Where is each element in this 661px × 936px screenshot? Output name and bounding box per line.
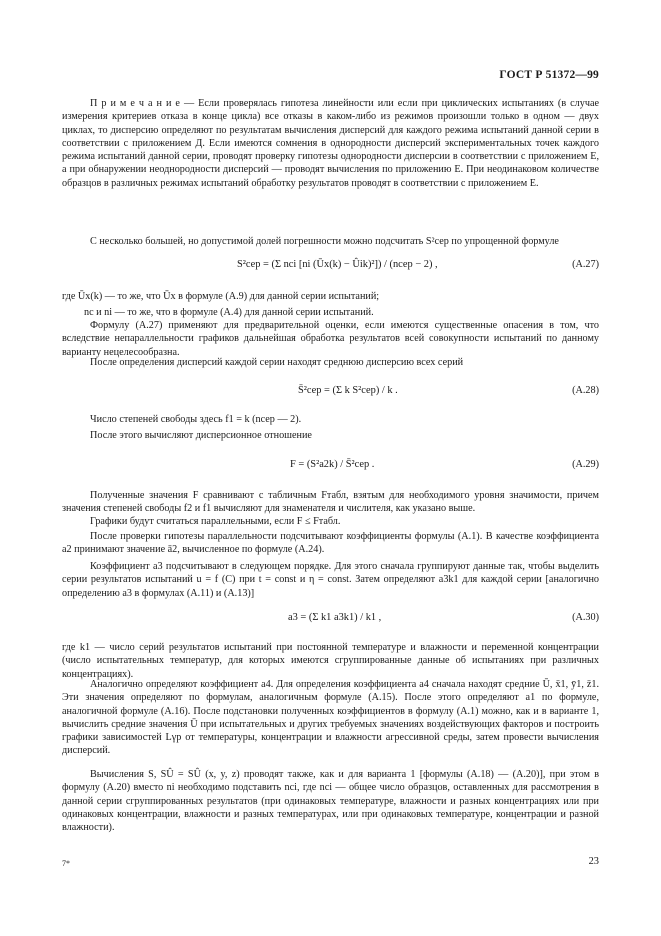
text-paragraph: Число степеней свободы здесь f1 = k (nсер — 2). — [90, 414, 302, 425]
where-line: где Ūx(k) — то же, что Ūx в формуле (А.9) для данной серии испытаний; — [62, 291, 380, 302]
standard-header: ГОСТ Р 51372—99 — [499, 69, 599, 81]
footer-mark: 7* — [62, 859, 70, 868]
text-paragraph: Коэффициент a3 подсчитывают в следующем порядке. Для этого сначала группируют данные так, чтобы выделить серии результатов испытаний u = f (C) при t = const и η = const. Затем определяют a3k1 для каждой серии [аналогично определению a3 в формулах (А.11) и (А.13)] — [62, 561, 599, 599]
text-paragraph: Вычисления S, SÛ = SÛ (x, y, z) проводят также, как и для варианта 1 [формулы (А.18) — (А.20)], при этом в формулу (А.20) вместо ni необходимо подставить nci, где nci — общее число образцов, оставленных для рассмотрения в данной серии сгруппированных результатов (при одинаковых температуре, влажности и разных концентрациях или при одинаковых концентрации, влажности и разных температурах, или при одинаковых температуре, концентрации и разной влажности). — [62, 769, 599, 834]
text-paragraph: После проверки гипотезы параллельности подсчитывают коэффициенты формулы (А.1). В качестве коэффициента a2 принимают значение ā2, вычисленное по формуле (А.24). — [62, 531, 599, 556]
text-paragraph: Аналогично определяют коэффициент a4. Для определения коэффициента a4 сначала находят средние Ū, x̄1, ȳ1, z̄1. Эти значения определяют по формулам, аналогичным формуле (А.15). После этого определяют a1 по формуле, аналогичной формуле (А.16). После подстановки полученных коэффициентов в формулу (А.1) можно, как и в варианте 1, вычислить средние значения Ū при испытательных и других требуемых значениях воздействующих факторов и построить графики зависимостей Lγp от температуры, концентрации и влажности агрессивной среды, затем провести вычисления дисперсий. — [62, 679, 599, 757]
text-paragraph: После этого вычисляют дисперсионное отношение — [90, 430, 312, 441]
equation-a30 — [62, 611, 599, 627]
text-paragraph: Графики будут считаться параллельными, если F ≤ Fтабл. — [90, 516, 341, 527]
equation-number: (А.29) — [572, 459, 599, 470]
equation-formula: S̄²сер = (Σ k S²сер) / k . — [298, 385, 398, 396]
equation-number: (А.30) — [572, 612, 599, 623]
equation-formula: a3 = (Σ k1 a3k1) / k1 , — [288, 612, 382, 623]
equation-formula: S²сер = (Σ nci [ni (Ūx(k) − Ûik)²]) / (nсер − 2) , — [237, 259, 438, 270]
equation-a28 — [62, 384, 599, 400]
intro-paragraph: С несколько большей, но допустимой долей погрешности можно подсчитать S²сер по упрощенной формуле — [90, 236, 559, 247]
note-paragraph: П р и м е ч а н и е — Если проверялась гипотеза линейности или если при циклических испытаниях (в случае измерения критериев отказа в конце цикла) все отказы в каком-либо из режимов произошли только в одном — двух циклах, то дисперсию определяют по результатам вычисления дисперсий для каждого режима испытаний данной серии в соответствии с приложением Д. Если имеются сомнения в однородности дисперсий экспериментальных точек каждого режима испытаний данной серии, проводят проверку гипотезы однородности дисперсии в соответствии с приложением Е, а при обнаружении неоднородности дисперсий — проводят вычисления по приложению Е. При неодинаковом количестве образцов в различных режимах испытаний обработку результатов проводят в соответствии с приложением Е. — [62, 98, 599, 189]
page-number: 23 — [588, 856, 599, 867]
equation-number: (А.28) — [572, 385, 599, 396]
equation-a27 — [62, 258, 599, 274]
text-paragraph: Полученные значения F сравнивают с табличным Fтабл, взятым для необходимого уровня значимости, причем значения степеней свободы f2 и f1 вычисляют для знаменателя и числителя, как указано выше. — [62, 490, 599, 515]
equation-a29 — [62, 458, 599, 474]
where-line: nс и ni — то же, что в формуле (А.4) для данной серии испытаний. — [84, 307, 374, 318]
text-paragraph: Формулу (А.27) применяют для предварительной оценки, если имеются существенные опасения в том, что вследствие непараллельности графиков дальнейшая обработка результатов всей совокупности испытаний по данному варианту нецелесообразна. — [62, 320, 599, 358]
equation-number: (А.27) — [572, 259, 599, 270]
text-paragraph: После определения дисперсий каждой серии находят среднюю дисперсию всех серий — [90, 357, 464, 368]
equation-formula: F = (S²a2k) / S̄²сер . — [290, 459, 375, 470]
where-definition: где k1 — число серий результатов испытаний при постоянной температуре и влажности и переменной концентрации (число испытательных температур, для которых имеются сгруппированные данные об испытаниях при различных концентрациях). — [62, 642, 599, 680]
